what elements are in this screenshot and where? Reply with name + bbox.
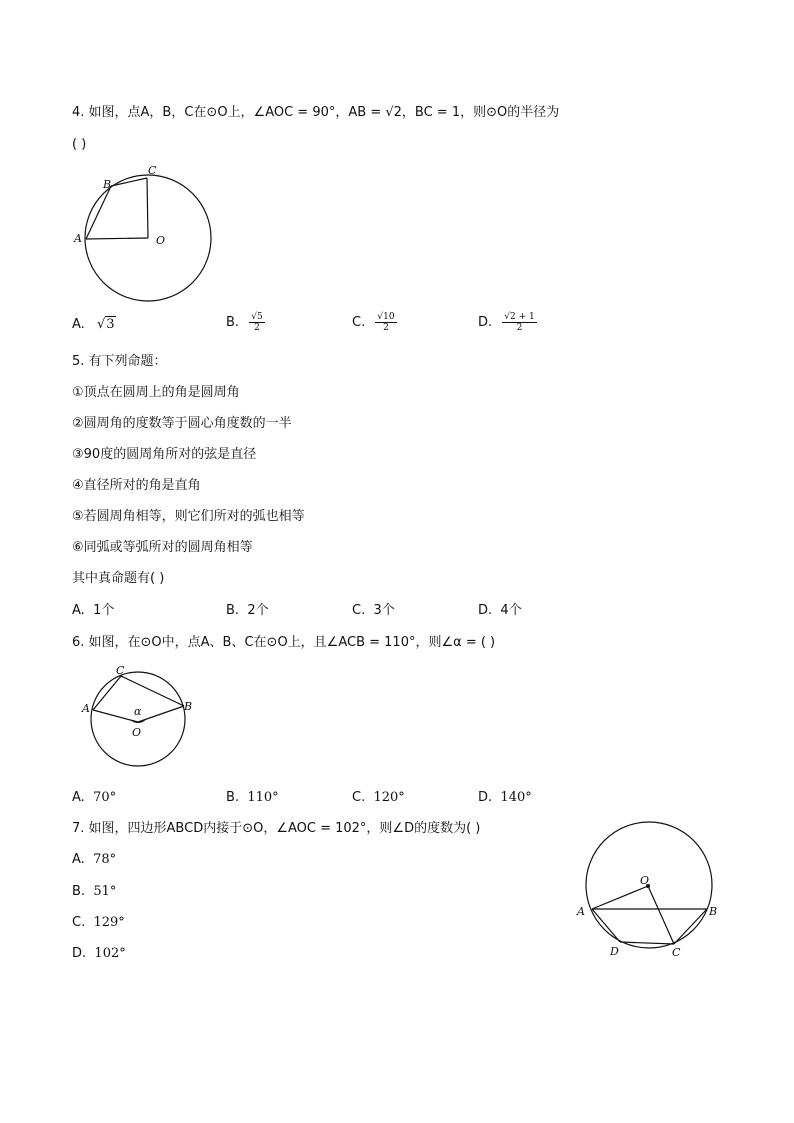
q6-figure (80, 664, 210, 774)
q6-label-c: C (116, 664, 125, 677)
q4-figure (70, 162, 220, 302)
q4-option-b[interactable]: B. $\frac{√5}{2}$ (226, 312, 263, 333)
q4-option-b-value: $\frac{√5}{2}$ (251, 312, 263, 333)
q6-segment-ca (93, 676, 121, 710)
q6-option-b[interactable]: B. 110° (226, 790, 279, 805)
q6-circle (91, 672, 185, 766)
q4-option-a[interactable]: A. √3 (72, 317, 115, 332)
q7-option-a[interactable]: A. 78° (72, 852, 117, 867)
q7-segment-cb (674, 909, 707, 944)
q5-item-5: ⑤若圆周角相等，则它们所对的弧也相等 (72, 509, 305, 524)
q4-stem: 4. 如图，点A，B，C在⊙O上，∠AOC = 90°，AB = √2，BC = 1，则⊙O的半径为 (72, 105, 560, 120)
q4-label-c: C (148, 164, 157, 177)
q5-item-4: ④直径所对的角是直角 (72, 478, 201, 493)
q4-option-a-value: √3 (96, 317, 115, 332)
q4-option-c-value: $\frac{√10}{2}$ (377, 312, 395, 333)
q6-label-a: A (82, 702, 90, 715)
q7-segment-ad (592, 909, 620, 942)
q6-stem: 6. 如图，在⊙O中，点A、B、C在⊙O上，且∠ACB = 110°，则∠α = ( ) (72, 635, 496, 650)
q5-item-2: ②圆周角的度数等于圆心角度数的一半 (72, 416, 292, 431)
q5-option-b[interactable]: B. 2个 (226, 603, 269, 618)
q4-label-o: O (156, 234, 166, 247)
q7-option-b[interactable]: B. 51° (72, 884, 117, 899)
q6-label-o: O (132, 726, 142, 739)
q6-label-alpha: α (134, 705, 142, 718)
q6-segment-bo (138, 706, 184, 722)
q7-label-b: B (709, 905, 718, 918)
q7-option-c[interactable]: C. 129° (72, 915, 125, 930)
q5-item-6: ⑥同弧或等弧所对的圆周角相等 (72, 540, 253, 555)
q7-label-a: A (577, 905, 585, 918)
q5-stem: 5. 有下列命题： (72, 354, 167, 369)
q4-label-b: B (103, 178, 112, 191)
q6-option-a[interactable]: A. 70° (72, 790, 117, 805)
q5-item-1: ①顶点在圆周上的角是圆周角 (72, 385, 240, 400)
q6-option-c[interactable]: C. 120° (352, 790, 405, 805)
q5-option-c[interactable]: C. 3个 (352, 603, 395, 618)
q7-label-o: O (640, 874, 650, 887)
q4-segment-bc (111, 178, 147, 186)
q6-segment-cb (121, 676, 184, 706)
q4-option-c[interactable]: C. $\frac{√10}{2}$ (352, 312, 395, 333)
q7-segment-ao (592, 886, 648, 909)
q7-segment-dc (620, 942, 674, 944)
q5-option-d[interactable]: D. 4个 (478, 603, 522, 618)
q4-option-d[interactable]: D. $\frac{√2 + 1}{2}$ (478, 312, 535, 333)
q7-label-c: C (672, 946, 681, 959)
q7-label-d: D (610, 945, 619, 958)
q7-segment-oc (648, 886, 674, 944)
q5-option-a[interactable]: A. 1个 (72, 603, 115, 618)
q6-label-b: B (184, 700, 193, 713)
q7-figure (572, 818, 732, 968)
q4-option-d-value: $\frac{√2 + 1}{2}$ (504, 312, 535, 333)
q5-ask: 其中真命题有( ) (72, 571, 165, 586)
q4-segment-oc (147, 178, 148, 238)
q7-stem: 7. 如图，四边形ABCD内接于⊙O，∠AOC = 102°，则∠D的度数为( ) (72, 821, 481, 836)
q5-item-3: ③90度的圆周角所对的弦是直径 (72, 447, 257, 462)
q7-option-d[interactable]: D. 102° (72, 946, 126, 961)
q4-answer-paren: ( ) (72, 137, 87, 152)
q4-segment-ao (86, 238, 148, 239)
q4-label-a: A (74, 232, 82, 245)
q6-option-d[interactable]: D. 140° (478, 790, 532, 805)
